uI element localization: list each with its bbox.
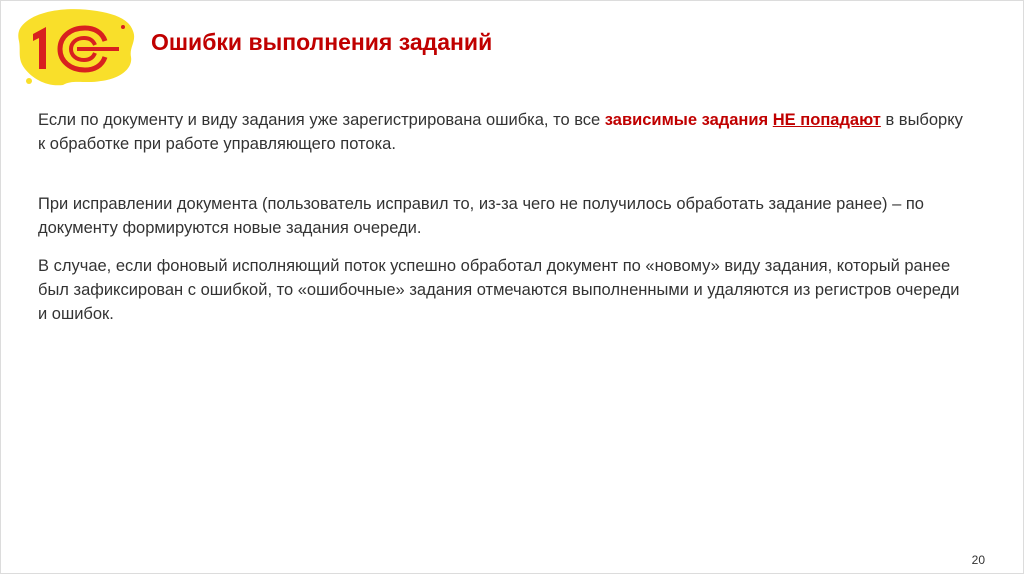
not-included-emphasis: НЕ попадают xyxy=(772,111,881,129)
paragraph-1 xyxy=(38,108,968,156)
paragraph-2: При исправлении документа (пользователь исправил то, из-за чего не получилось обработать задание ранее) – по документу формируются новые задания очереди. xyxy=(38,195,924,237)
1c-logo xyxy=(15,7,137,87)
paragraph-1-text-a: Если по документу и виду задания уже зарегистрирована ошибка, то все xyxy=(38,111,605,129)
paragraph-1-text-b: в выборку к обработке при работе управляющего потока. xyxy=(38,111,963,153)
paragraph-3: В случае, если фоновый исполняющий поток успешно обработал документ по «новому» виду задания, который ранее был зафиксирован с ошибкой, то «ошибочные» задания отмечаются выполненными и удаляются из регистров очереди и ошибок. xyxy=(38,257,960,323)
slide-body xyxy=(38,108,968,326)
dependent-tasks-emphasis: зависимые задания xyxy=(604,111,769,129)
slide-title: Ошибки выполнения заданий xyxy=(151,29,493,55)
page-number: 20 xyxy=(971,553,985,567)
